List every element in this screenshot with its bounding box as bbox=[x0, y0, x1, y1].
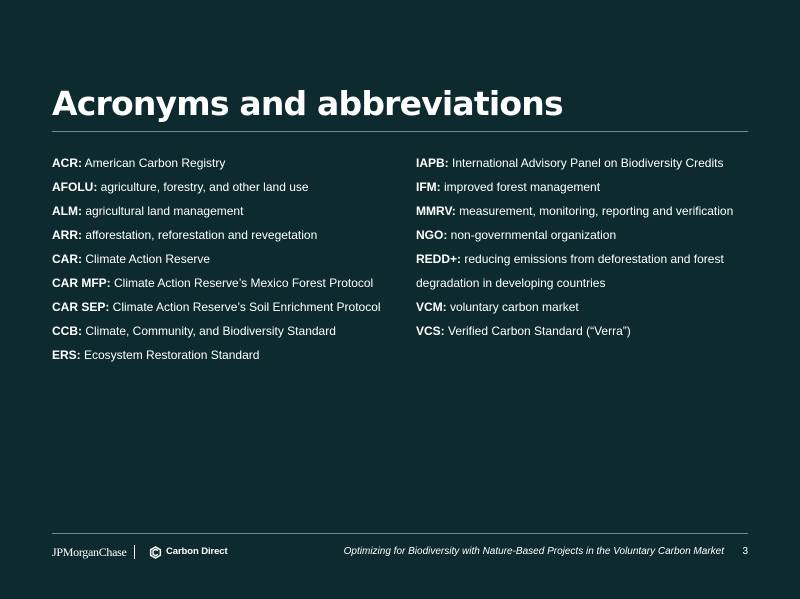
acronym-entry-car bbox=[52, 247, 402, 271]
acronym-definition: Verified Carbon Standard (“Verra”) bbox=[444, 324, 631, 338]
acronym-entry-ers bbox=[52, 343, 402, 367]
acronym-definition: non-governmental organization bbox=[447, 228, 617, 242]
acronym-definition: Climate, Community, and Biodiversity Standard bbox=[82, 324, 336, 338]
acronym-term: ACR: bbox=[52, 156, 82, 170]
acronym-entry-ccb bbox=[52, 319, 402, 343]
acronym-definition: Ecosystem Restoration Standard bbox=[80, 348, 260, 362]
acronym-entry-arr bbox=[52, 223, 402, 247]
acronym-entry-vcm bbox=[416, 295, 756, 319]
acronym-definition: voluntary carbon market bbox=[446, 300, 579, 314]
acronym-term: REDD+: bbox=[416, 252, 462, 266]
footer bbox=[52, 543, 748, 561]
acronym-definition: improved forest management bbox=[440, 180, 601, 194]
acronym-term: CAR SEP: bbox=[52, 300, 110, 314]
page-number: 3 bbox=[742, 546, 748, 557]
acronym-entry-ngo bbox=[416, 223, 756, 247]
carbon-direct-wordmark: Carbon Direct bbox=[166, 546, 228, 557]
acronym-entry-acr bbox=[52, 151, 402, 175]
acronym-definition: reducing emissions from deforestation and forest degradation in developing countries bbox=[416, 252, 724, 290]
acronym-entry-mmrv bbox=[416, 199, 756, 223]
acronym-list-right bbox=[416, 151, 756, 343]
carbon-direct-logo bbox=[149, 544, 228, 560]
acronym-entry-vcs bbox=[416, 319, 756, 343]
logo-divider bbox=[134, 545, 135, 559]
acronym-definition: Climate Action Reserve bbox=[82, 252, 211, 266]
acronym-term: AFOLU: bbox=[52, 180, 98, 194]
acronym-entry-alm bbox=[52, 199, 402, 223]
title-divider bbox=[52, 131, 748, 132]
acronym-entry-car-sep bbox=[52, 295, 402, 319]
acronym-term: CCB: bbox=[52, 324, 82, 338]
footer-divider bbox=[52, 533, 748, 534]
acronym-term: IFM: bbox=[416, 180, 441, 194]
page-title: Acronyms and abbreviations bbox=[52, 84, 563, 123]
acronym-definition: American Carbon Registry bbox=[82, 156, 226, 170]
acronym-term: CAR: bbox=[52, 252, 82, 266]
acronym-entry-car-mfp bbox=[52, 271, 402, 295]
acronym-term: NGO: bbox=[416, 228, 448, 242]
acronym-definition: measurement, monitoring, reporting and verification bbox=[455, 204, 734, 218]
jpmorganchase-logo: JPMorganChase bbox=[52, 545, 127, 559]
acronym-entry-afolu bbox=[52, 175, 402, 199]
acronym-term: IAPB: bbox=[416, 156, 449, 170]
acronym-term: MMRV: bbox=[416, 204, 456, 218]
acronym-list-left bbox=[52, 151, 402, 367]
acronym-term: VCS: bbox=[416, 324, 445, 338]
carbon-direct-mark-icon bbox=[149, 546, 162, 559]
report-title: Optimizing for Biodiversity with Nature-Based Projects in the Voluntary Carbon Market bbox=[343, 546, 724, 557]
acronym-definition: agricultural land management bbox=[82, 204, 244, 218]
acronym-term: ALM: bbox=[52, 204, 82, 218]
acronym-definition: International Advisory Panel on Biodiversity Credits bbox=[448, 156, 724, 170]
acronym-definition: afforestation, reforestation and revegetation bbox=[82, 228, 318, 242]
acronym-entry-redd bbox=[416, 247, 756, 295]
acronym-entry-ifm bbox=[416, 175, 756, 199]
acronym-entry-iapb bbox=[416, 151, 756, 175]
acronym-term: ERS: bbox=[52, 348, 81, 362]
acronym-term: CAR MFP: bbox=[52, 276, 111, 290]
acronym-definition: Climate Action Reserve’s Mexico Forest Protocol bbox=[110, 276, 374, 290]
acronym-definition: agriculture, forestry, and other land use bbox=[97, 180, 309, 194]
acronym-term: VCM: bbox=[416, 300, 447, 314]
acronym-definition: Climate Action Reserve’s Soil Enrichment Protocol bbox=[109, 300, 381, 314]
acronym-term: ARR: bbox=[52, 228, 82, 242]
